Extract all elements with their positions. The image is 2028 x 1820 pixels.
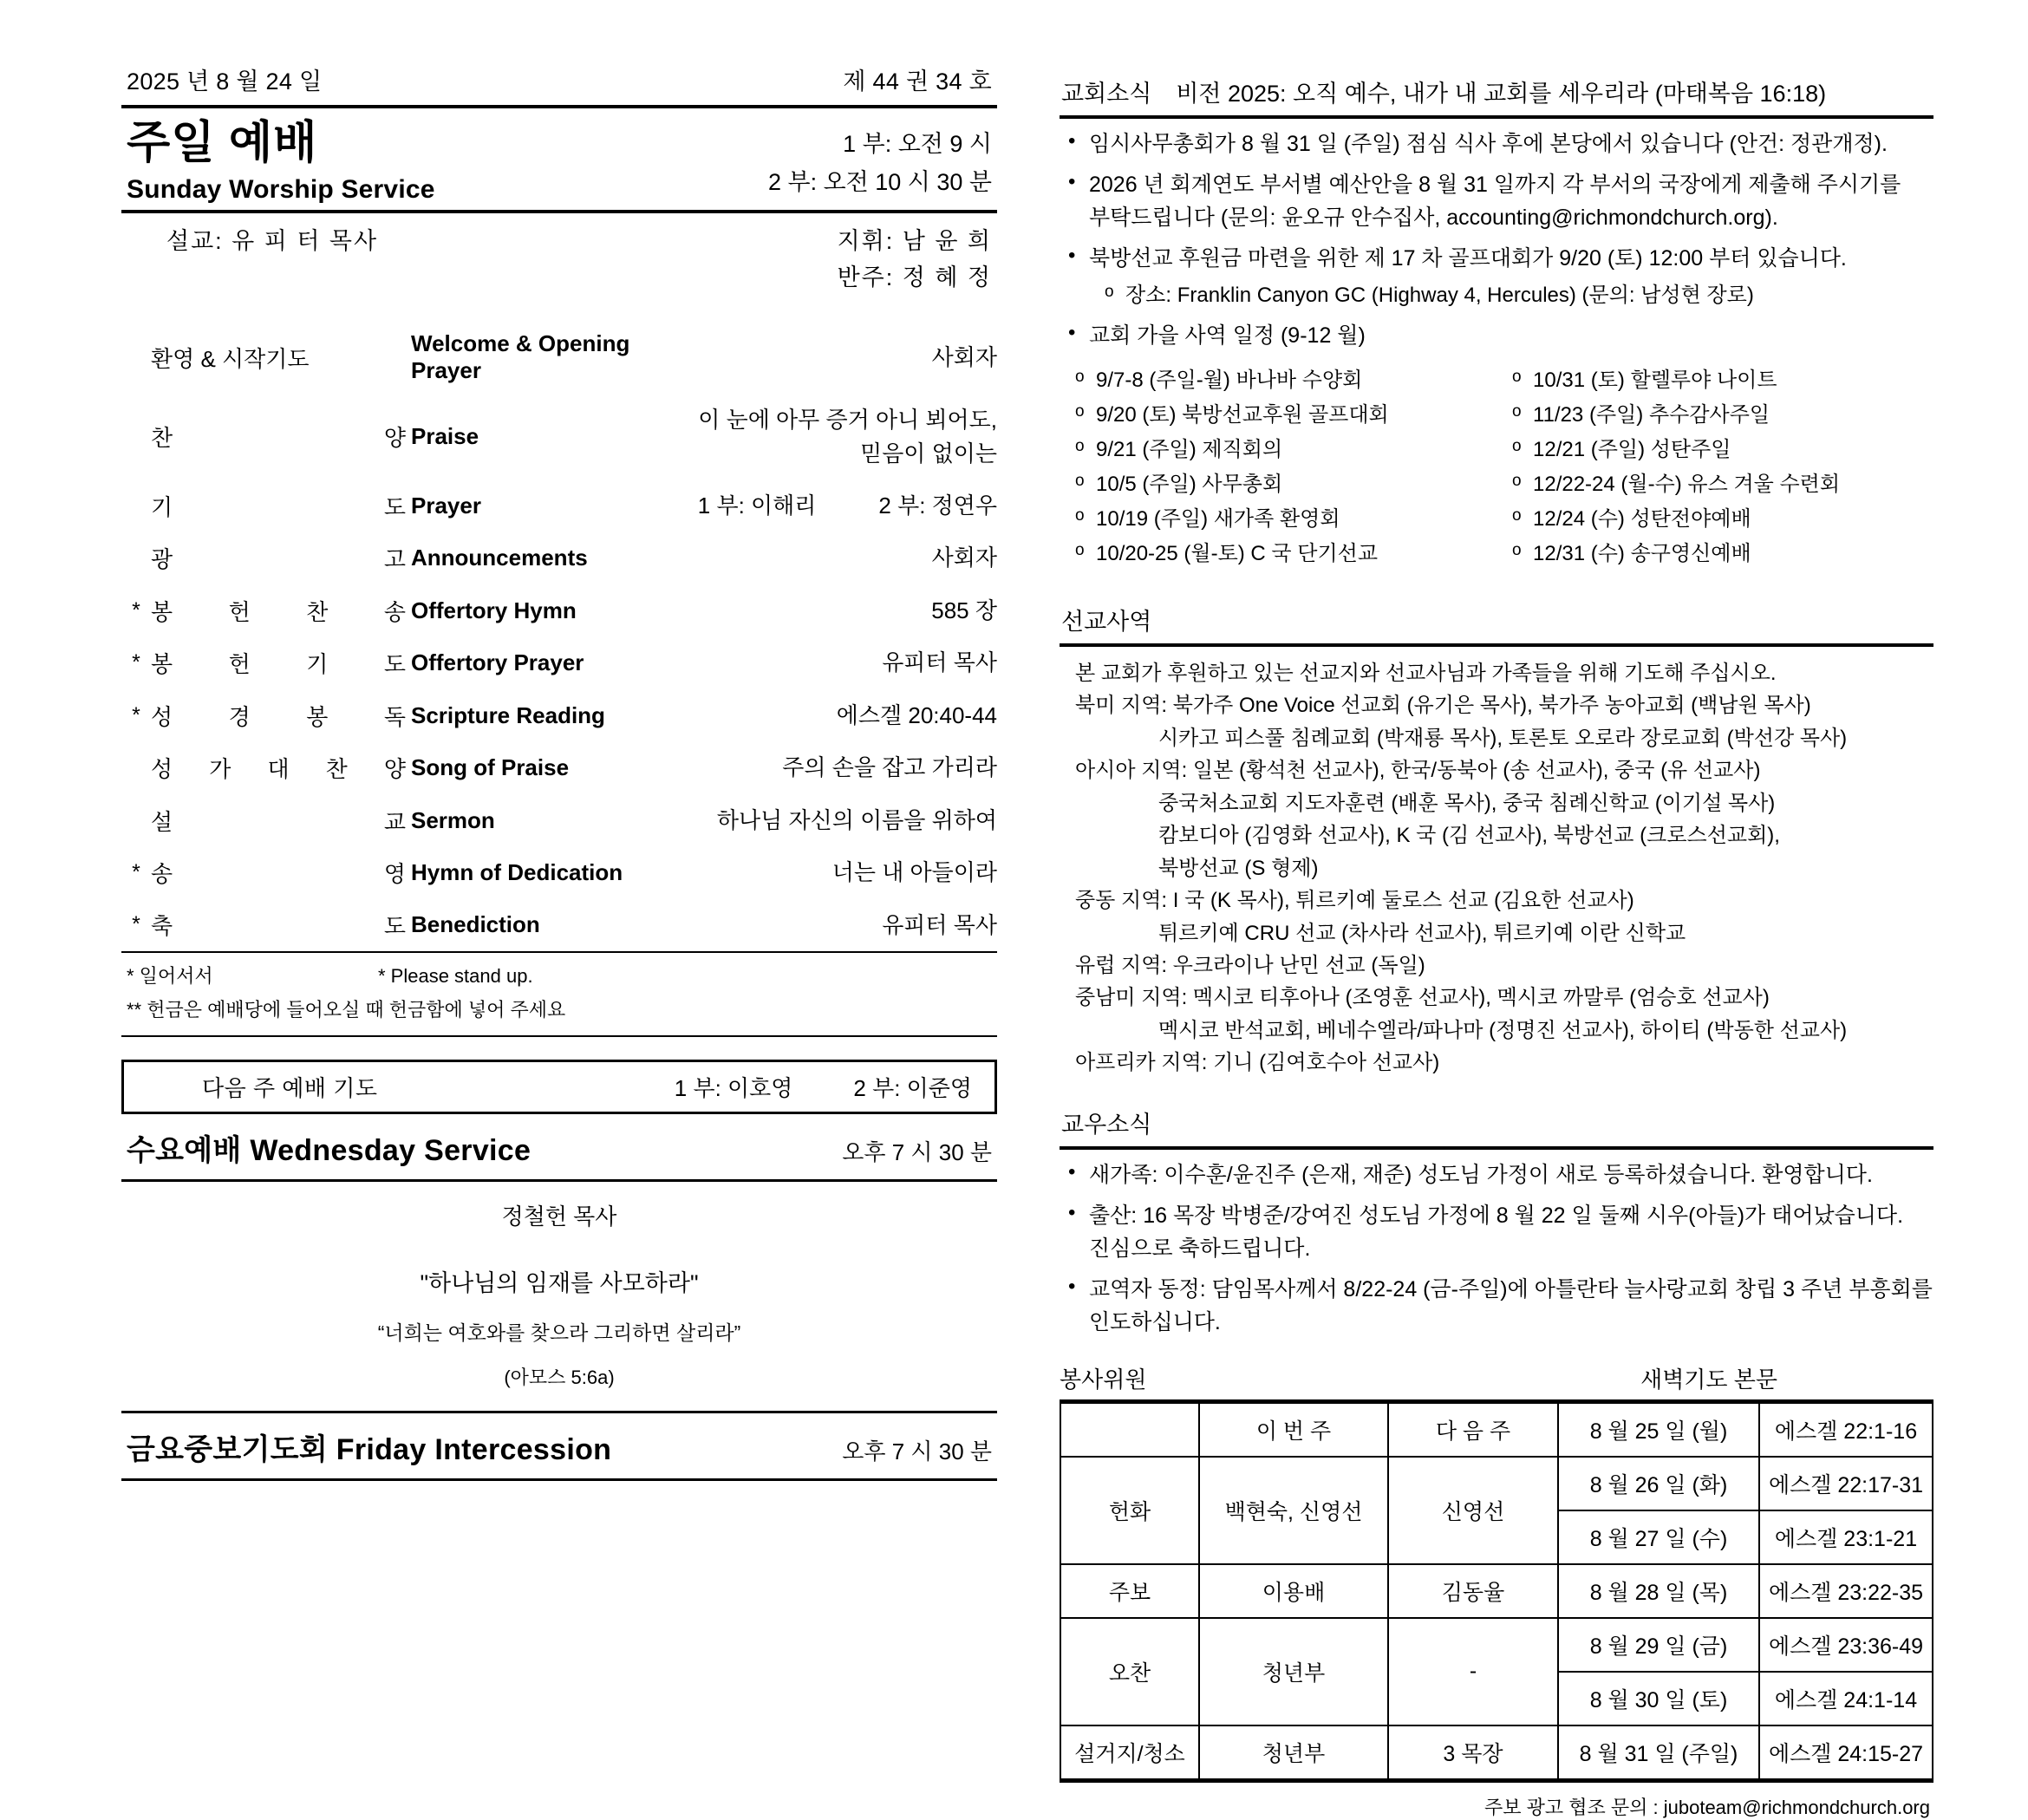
mission-intro: 본 교회가 후원하고 있는 선교지와 선교사님과 가족들을 위해 기도해 주십시오.: [1075, 662, 1777, 685]
volunteers-heading: 봉사위원: [1060, 1366, 1147, 1393]
order-value: 사회자: [931, 545, 997, 571]
wednesday-service-body: [121, 1182, 997, 1411]
wednesday-verse: “너희는 여호와를 찾으라 그리하면 살리라”: [377, 1321, 741, 1344]
order-label-ko: 축 도: [151, 913, 406, 940]
mission-line: 북미 지역: 북가주 One Voice 선교회 (유기은 목사), 북가주 농아교회 (백남원 목사): [1075, 694, 1811, 718]
stand-marker: [121, 321, 151, 394]
page-title-en: Sunday Worship Service: [127, 175, 435, 205]
schedule-item: o 12/22-24 (월-수) 유스 겨울 수련회: [1497, 469, 1933, 500]
mission-line: 중국처소교회 지도자훈련 (배훈 목사), 중국 침례신학교 (이기설 목사): [1158, 791, 1776, 815]
order-value: 유피터 목사: [882, 911, 997, 938]
list-item: • 출산: 16 목장 박병준/강여진 성도님 가정에 8 월 22 일 둘째 시우(아들)가 태어났습니다. 진심으로 축하드립니다.: [1060, 1199, 1933, 1265]
dawn-prayer-date: 8 월 28 일 (목): [1558, 1564, 1759, 1618]
schedule-item: o 12/31 (수) 송구영신예배: [1497, 538, 1933, 570]
order-value: 유피터 목사: [882, 649, 997, 676]
order-row: [121, 636, 997, 688]
order-value: 사회자: [931, 343, 997, 370]
dawn-prayer-date: 8 월 29 일 (금): [1558, 1618, 1759, 1672]
volunteer-next-week: -: [1388, 1618, 1558, 1725]
list-item-continuation: 인도하십니다.: [1089, 1309, 1221, 1334]
order-label-ko: 송 영: [151, 861, 406, 887]
wednesday-service-banner: [121, 1114, 997, 1179]
next-week-prayer-part2: 2 부: 이준영: [853, 1075, 972, 1102]
table-row: [1060, 1725, 1933, 1781]
order-value: 에스겔 20:40-44: [836, 701, 997, 728]
dawn-prayer-date: 8 월 27 일 (수): [1558, 1510, 1759, 1564]
order-value: 이 눈에 아무 증거 아니 뵈어도, 믿음이 없이는: [698, 407, 997, 466]
wednesday-reference: (아모스 5:6a): [504, 1366, 615, 1388]
volunteer-task: 헌화: [1060, 1457, 1199, 1564]
music-leaders: [838, 224, 992, 297]
sub-list-item: o 장소: Franklin Canyon GC (Highway 4, Hercules) (문의: 남성현 장로): [1089, 280, 1933, 311]
divider-under-friday: [121, 1478, 997, 1481]
sunday-title-block: [121, 108, 997, 210]
volunteer-this-week: 이 번 주: [1199, 1401, 1388, 1457]
service-times: [768, 126, 992, 205]
order-label-ko: 기 도: [151, 493, 406, 520]
accompanist: 반주: 정 혜 정: [837, 264, 992, 291]
schedule-item: o 9/21 (주일) 제직회의: [1060, 434, 1497, 466]
left-column: [121, 62, 997, 1481]
stand-marker: *: [132, 702, 140, 727]
wednesday-service-time: 오후 7 시 30 분: [842, 1139, 992, 1166]
mission-line: 중동 지역: I 국 (K 목사), 튀르키예 둘로스 선교 (김요한 선교사): [1075, 889, 1634, 913]
schedule-item: o 9/20 (토) 북방선교후원 골프대회: [1060, 400, 1497, 431]
order-label-en: Song of Praise: [411, 754, 570, 781]
schedule-item: o 10/20-25 (월-토) C 국 단기선교: [1060, 538, 1497, 570]
mission-line: 캄보디아 (김영화 선교사), K 국 (김 선교사), 북방선교 (크로스선교회),: [1158, 824, 1780, 848]
stand-marker: [121, 394, 151, 479]
order-row: [121, 741, 997, 793]
fall-schedule-right: [1497, 365, 1933, 570]
order-label-en: Offertory Prayer: [411, 649, 584, 676]
order-row: [121, 584, 997, 636]
order-of-worship: [121, 321, 997, 951]
dawn-prayer-date: 8 월 25 일 (월): [1558, 1401, 1759, 1457]
dawn-prayer-passage: 에스겔 23:36-49: [1759, 1618, 1933, 1672]
order-label-ko: 찬 양: [151, 425, 406, 452]
stand-marker: [121, 479, 151, 532]
order-value: 585 장: [931, 597, 997, 623]
order-label-en: Benediction: [411, 911, 540, 938]
order-row: [121, 532, 997, 584]
schedule-item: o 10/5 (주일) 사무총회: [1060, 469, 1497, 500]
note-offering: ** 헌금은 예배당에 들어오실 때 헌금함에 넣어 주세요: [127, 998, 566, 1021]
volunteer-this-week: 이용배: [1199, 1564, 1388, 1618]
volunteer-next-week: 3 목장: [1388, 1725, 1558, 1781]
next-week-prayer-box: [121, 1060, 997, 1114]
friday-service-banner: [121, 1413, 997, 1478]
table-row: [1060, 1618, 1933, 1672]
schedule-item: o 12/24 (수) 성탄전야예배: [1497, 504, 1933, 535]
list-item-continuation: 진심으로 축하드립니다.: [1089, 1236, 1311, 1261]
schedule-item: o 10/31 (토) 할렐루야 나이트: [1497, 365, 1933, 396]
dawn-prayer-heading: 새벽기도 본문: [1640, 1366, 1777, 1393]
wednesday-speaker: 정철헌 목사: [501, 1204, 617, 1230]
order-label-en: Welcome & Opening Prayer: [411, 330, 630, 384]
dawn-prayer-date: 8 월 31 일 (주일): [1558, 1725, 1759, 1781]
bulletin-date: 2025 년 8 월 24 일: [127, 68, 323, 95]
order-label-ko: 성 가 대 찬 양: [151, 756, 406, 783]
fall-schedule-left: [1060, 365, 1497, 570]
order-value: 1 부: 이해리 2 부: 정연우: [697, 492, 997, 519]
volunteer-task: 주보: [1060, 1564, 1199, 1618]
worship-notes: [121, 953, 997, 1035]
divider-below-notes: [121, 1035, 997, 1037]
schedule-item: o 9/7-8 (주일-월) 바나바 수양회: [1060, 365, 1497, 396]
list-item: • 임시사무총회가 8 월 31 일 (주일) 점심 식사 후에 본당에서 있습니다 (안건: 정관개정).: [1060, 127, 1933, 160]
list-item: • 새가족: 이수훈/윤진주 (은재, 재준) 성도님 가정이 새로 등록하셨습니다. 환영합니다.: [1060, 1158, 1933, 1191]
order-label-ko: 설 교: [151, 808, 406, 835]
table-row: [1060, 1401, 1933, 1457]
dawn-prayer-date: 8 월 30 일 (토): [1558, 1672, 1759, 1725]
list-item: • 북방선교 후원금 마련을 위한 제 17 차 골프대회가 9/20 (토) 12:00 부터 있습니다. o 장소: Franklin Canyon GC (Highway 4, Hercules) (문의: 남성현 장로): [1060, 242, 1933, 311]
list-item: • 2026 년 회계연도 부서별 예산안을 8 월 31 일까지 각 부서의 국장에게 제출해 주시기를 부탁드립니다 (문의: 윤오규 안수집사, accounting@richmondchurch.org).: [1060, 168, 1933, 234]
bulletin-volume: 제 44 권 34 호: [843, 68, 992, 95]
order-label-ko: 봉 헌 기 도: [151, 651, 406, 678]
dawn-prayer-date: 8 월 26 일 (화): [1558, 1457, 1759, 1510]
fall-schedule: [1060, 360, 1933, 573]
order-label-ko: 성 경 봉 독: [151, 703, 406, 730]
schedule-item: o 11/23 (주일) 추수감사주일: [1497, 400, 1933, 431]
stand-marker: [121, 741, 151, 793]
table-row: [1060, 1564, 1933, 1618]
wednesday-service-name: 수요예배 Wednesday Service: [127, 1134, 531, 1168]
worship-leaders: [121, 213, 997, 305]
order-label-en: Hymn of Dedication: [411, 859, 623, 885]
mission-line: 튀르키예 CRU 선교 (차사라 선교사), 튀르키예 이란 신학교: [1158, 921, 1686, 945]
volunteer-next-week: 신영선: [1388, 1457, 1558, 1564]
order-label-en: Scripture Reading: [411, 701, 605, 728]
order-label-en: Sermon: [411, 806, 495, 833]
order-label-en: Praise: [411, 423, 479, 450]
list-item: • 교역자 동정: 담임목사께서 8/22-24 (금-주일)에 아틀란타 늘사랑교회 창립 3 주년 부흥회를 인도하십니다.: [1060, 1273, 1933, 1339]
next-week-prayer-part1: 1 부: 이호영: [674, 1075, 793, 1102]
dawn-prayer-passage: 에스겔 23:1-21: [1759, 1510, 1933, 1564]
order-row: [121, 321, 997, 394]
footer-contact: 주보 광고 협조 문의 : juboteam@richmondchurch.org: [1484, 1796, 1930, 1818]
order-value: 주의 손을 잡고 가리라: [782, 754, 997, 781]
preacher: 설교: 유 피 터 목사: [166, 228, 379, 255]
list-item-continuation: 부탁드립니다 (문의: 윤오규 안수집사, accounting@richmondchurch.org).: [1089, 205, 1778, 230]
dawn-prayer-passage: 에스겔 22:17-31: [1759, 1457, 1933, 1510]
dawn-prayer-passage: 에스겔 24:15-27: [1759, 1725, 1933, 1781]
right-column: [1060, 75, 1933, 1820]
order-row: [121, 846, 997, 898]
mission-body: [1060, 647, 1933, 1080]
wednesday-sermon-title: "하나님의 임재를 사모하라": [420, 1269, 699, 1296]
church-news-heading: 교회소식: [1061, 81, 1152, 107]
table-row: [1060, 1457, 1933, 1510]
order-label-en: Prayer: [411, 492, 481, 519]
church-news-heading-row: [1060, 75, 1933, 115]
mission-heading: 선교사역: [1061, 609, 1152, 635]
bottom-table-headings: [1060, 1347, 1933, 1399]
member-news-heading: 교우소식: [1061, 1111, 1152, 1138]
next-week-prayer-label: 다음 주 예배 기도: [202, 1075, 378, 1102]
order-label-en: Announcements: [411, 545, 588, 571]
note-stand-en: * Please stand up.: [378, 965, 533, 988]
vision-statement: 비전 2025: 오직 예수, 내가 내 교회를 세우리라 (마태복음 16:18): [1176, 81, 1827, 107]
stand-marker: [121, 794, 151, 846]
volunteer-next-week: 다 음 주: [1388, 1401, 1558, 1457]
order-label-en: Offertory Hymn: [411, 597, 577, 623]
mission-line: 북방선교 (S 형제): [1158, 856, 1319, 880]
order-row: [121, 899, 997, 951]
dawn-prayer-passage: 에스겔 22:1-16: [1759, 1401, 1933, 1457]
order-label-ko: 광 고: [151, 546, 406, 573]
volunteers-dawn-table: [1060, 1399, 1933, 1783]
stand-marker: *: [132, 912, 140, 937]
stand-marker: [121, 532, 151, 584]
volunteer-task: 설거지/청소: [1060, 1725, 1199, 1781]
order-row: [121, 479, 997, 532]
page-title-ko: 주일 예배: [127, 118, 318, 168]
volunteer-task: 오찬: [1060, 1618, 1199, 1725]
mission-line: 멕시코 반석교회, 베네수엘라/파나마 (정명진 선교사), 하이티 (박동한 선교사): [1158, 1018, 1848, 1042]
service-time-1: 1 부: 오전 9 시: [843, 130, 992, 157]
volunteer-next-week: 김동율: [1388, 1564, 1558, 1618]
order-value: 하나님 자신의 이름을 위하여: [716, 806, 997, 833]
mission-line: 시카고 피스풀 침례교회 (박재룡 목사), 토론토 오로라 장로교회 (박선강 목사): [1158, 726, 1848, 750]
dawn-prayer-passage: 에스겔 23:22-35: [1759, 1564, 1933, 1618]
service-time-2: 2 부: 오전 10 시 30 분: [767, 168, 992, 195]
volunteer-this-week: 백현숙, 신영선: [1199, 1457, 1388, 1564]
friday-service-name: 금요중보기도회 Friday Intercession: [127, 1433, 612, 1467]
volunteer-this-week: 청년부: [1199, 1618, 1388, 1725]
order-row: [121, 689, 997, 741]
dawn-prayer-passage: 에스겔 24:1-14: [1759, 1672, 1933, 1725]
volunteer-corner: [1060, 1401, 1199, 1457]
schedule-item: o 12/21 (주일) 성탄주일: [1497, 434, 1933, 466]
stand-marker: *: [132, 650, 140, 675]
mission-line: 유럽 지역: 우크라이나 난민 선교 (독일): [1075, 953, 1425, 977]
dateline: [121, 62, 997, 105]
friday-service-time: 오후 7 시 30 분: [842, 1438, 992, 1465]
stand-marker: *: [132, 597, 140, 623]
order-row: [121, 794, 997, 846]
order-value: 너는 내 아들이라: [831, 859, 997, 886]
mission-line: 중남미 지역: 멕시코 티후아나 (조영훈 선교사), 멕시코 까말루 (엄승호 선교사): [1075, 986, 1770, 1010]
schedule-item: o 10/19 (주일) 새가족 환영회: [1060, 504, 1497, 535]
mission-line: 아시아 지역: 일본 (황석천 선교사), 한국/동북아 (송 선교사), 중국 (유 선교사): [1075, 759, 1761, 783]
mission-line: 아프리카 지역: 기니 (김여호수아 선교사): [1075, 1051, 1440, 1075]
order-row: [121, 394, 997, 479]
church-news-list: [1060, 119, 1933, 352]
volunteer-this-week: 청년부: [1199, 1725, 1388, 1781]
sub-list: [1089, 280, 1933, 311]
member-news-list: [1060, 1150, 1933, 1339]
list-item: • 교회 가을 사역 일정 (9-12 월): [1060, 319, 1933, 352]
note-stand-ko: * 일어서서: [127, 965, 213, 988]
stand-marker: *: [132, 860, 140, 884]
order-label-ko: 환영 & 시작기도: [151, 345, 310, 372]
conductor: 지휘: 남 윤 희: [837, 228, 992, 255]
order-label-ko: 봉 헌 찬 송: [151, 598, 406, 625]
